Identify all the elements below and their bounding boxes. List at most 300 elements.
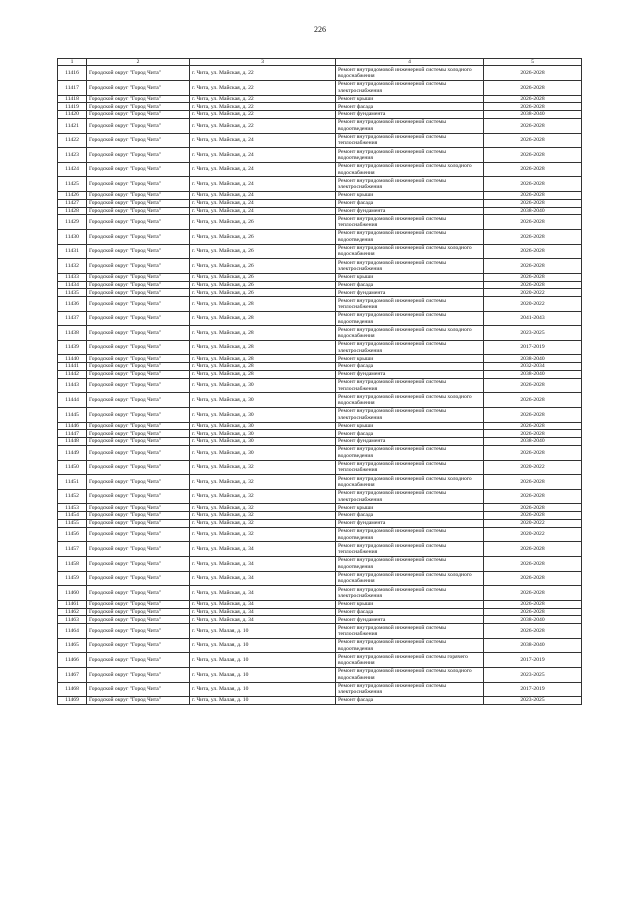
- row-id-cell: 11467: [58, 667, 87, 682]
- address-cell: г. Чита, ул. Майская, д. 22: [190, 66, 336, 81]
- address-cell: г. Чита, ул. Майская, д. 22: [190, 81, 336, 96]
- row-id-cell: 11430: [58, 229, 87, 244]
- table-row: [58, 289, 582, 297]
- work-type-cell: Ремонт фасада: [336, 363, 484, 371]
- period-cell: 2026-2028: [484, 162, 582, 177]
- municipality-cell: Городской округ "Город Чита": [87, 355, 190, 363]
- row-id-cell: 11449: [58, 446, 87, 461]
- work-type-cell: Ремонт фасада: [336, 430, 484, 438]
- column-number-header: 5: [484, 59, 582, 66]
- address-cell: г. Чита, ул. Майская, д. 26: [190, 244, 336, 259]
- address-cell: г. Чита, ул. Майская, д. 30: [190, 408, 336, 423]
- column-number-row: [58, 59, 582, 66]
- period-cell: 2026-2028: [484, 259, 582, 274]
- period-cell: 2026-2028: [484, 586, 582, 601]
- row-id-cell: 11426: [58, 191, 87, 199]
- row-id-cell: 11464: [58, 624, 87, 639]
- period-cell: 2026-2028: [484, 408, 582, 423]
- period-cell: 2026-2028: [484, 378, 582, 393]
- municipality-cell: Городской округ "Город Чита": [87, 520, 190, 528]
- period-cell: 2032-2034: [484, 363, 582, 371]
- period-cell: 2026-2028: [484, 512, 582, 520]
- row-id-cell: 11431: [58, 244, 87, 259]
- period-cell: 2023-2025: [484, 326, 582, 341]
- address-cell: г. Чита, ул. Майская, д. 24: [190, 177, 336, 192]
- row-id-cell: 11433: [58, 273, 87, 281]
- municipality-cell: Городской округ "Город Чита": [87, 393, 190, 408]
- work-type-cell: Ремонт фундамента: [336, 438, 484, 446]
- table-row: [58, 571, 582, 586]
- period-cell: 2020-2022: [484, 297, 582, 312]
- work-type-cell: Ремонт внутридомовой инженерной системы водоотведения: [336, 311, 484, 326]
- table-row: [58, 638, 582, 653]
- table-row: [58, 608, 582, 616]
- work-type-cell: Ремонт внутридомовой инженерной системы электроснабжения: [336, 259, 484, 274]
- period-cell: 2038-2040: [484, 207, 582, 215]
- column-number-header: 1: [58, 59, 87, 66]
- row-id-cell: 11432: [58, 259, 87, 274]
- table-row: [58, 177, 582, 192]
- period-cell: 2026-2028: [484, 281, 582, 289]
- table-row: [58, 199, 582, 207]
- municipality-cell: Городской округ "Город Чита": [87, 191, 190, 199]
- row-id-cell: 11436: [58, 297, 87, 312]
- municipality-cell: Городской округ "Город Чита": [87, 103, 190, 111]
- municipality-cell: Городской округ "Город Чита": [87, 289, 190, 297]
- municipality-cell: Городской округ "Город Чита": [87, 653, 190, 668]
- municipality-cell: Городской округ "Город Чита": [87, 281, 190, 289]
- work-type-cell: Ремонт фундамента: [336, 371, 484, 379]
- row-id-cell: 11424: [58, 162, 87, 177]
- table-row: [58, 363, 582, 371]
- work-type-cell: Ремонт крыши: [336, 273, 484, 281]
- row-id-cell: 11466: [58, 653, 87, 668]
- municipality-cell: Городской округ "Город Чита": [87, 95, 190, 103]
- row-id-cell: 11419: [58, 103, 87, 111]
- work-type-cell: Ремонт внутридомовой инженерной системы теплоснабжения: [336, 133, 484, 148]
- period-cell: 2026-2028: [484, 489, 582, 504]
- work-type-cell: Ремонт внутридомовой инженерной системы холодного водоснабжения: [336, 475, 484, 490]
- table-row: [58, 408, 582, 423]
- address-cell: г. Чита, ул. Майская, д. 24: [190, 148, 336, 163]
- address-cell: г. Чита, ул. Майская, д. 32: [190, 475, 336, 490]
- period-cell: 2026-2028: [484, 446, 582, 461]
- municipality-cell: Городской округ "Город Чита": [87, 340, 190, 355]
- municipality-cell: Городской округ "Город Чита": [87, 600, 190, 608]
- table-row: [58, 244, 582, 259]
- row-id-cell: 11420: [58, 111, 87, 119]
- period-cell: 2026-2028: [484, 430, 582, 438]
- table-row: [58, 66, 582, 81]
- municipality-cell: Городской округ "Город Чита": [87, 311, 190, 326]
- address-cell: г. Чита, ул. Майская, д. 28: [190, 340, 336, 355]
- work-type-cell: Ремонт крыши: [336, 191, 484, 199]
- table-row: [58, 207, 582, 215]
- row-id-cell: 11429: [58, 215, 87, 230]
- period-cell: 2026-2028: [484, 199, 582, 207]
- work-type-cell: Ремонт внутридомовой инженерной системы горячего водоснабжения: [336, 653, 484, 668]
- row-id-cell: 11437: [58, 311, 87, 326]
- address-cell: г. Чита, ул. Малая, д. 10: [190, 697, 336, 705]
- table-row: [58, 393, 582, 408]
- period-cell: 2026-2028: [484, 133, 582, 148]
- municipality-cell: Городской округ "Город Чита": [87, 118, 190, 133]
- work-type-cell: Ремонт фасада: [336, 199, 484, 207]
- row-id-cell: 11468: [58, 682, 87, 697]
- row-id-cell: 11444: [58, 393, 87, 408]
- table-row: [58, 504, 582, 512]
- table-row: [58, 371, 582, 379]
- row-id-cell: 11421: [58, 118, 87, 133]
- address-cell: г. Чита, ул. Майская, д. 26: [190, 281, 336, 289]
- period-cell: 2023-2025: [484, 667, 582, 682]
- row-id-cell: 11417: [58, 81, 87, 96]
- address-cell: г. Чита, ул. Майская, д. 28: [190, 326, 336, 341]
- municipality-cell: Городской округ "Город Чита": [87, 378, 190, 393]
- municipality-cell: Городской округ "Город Чита": [87, 446, 190, 461]
- address-cell: г. Чита, ул. Майская, д. 30: [190, 393, 336, 408]
- work-type-cell: Ремонт внутридомовой инженерной системы холодного водоснабжения: [336, 244, 484, 259]
- row-id-cell: 11460: [58, 586, 87, 601]
- row-id-cell: 11448: [58, 438, 87, 446]
- municipality-cell: Городской округ "Город Чита": [87, 682, 190, 697]
- municipality-cell: Городской округ "Город Чита": [87, 244, 190, 259]
- work-type-cell: Ремонт фасада: [336, 697, 484, 705]
- table-row: [58, 460, 582, 475]
- work-type-cell: Ремонт внутридомовой инженерной системы теплоснабжения: [336, 215, 484, 230]
- municipality-cell: Городской округ "Город Чита": [87, 297, 190, 312]
- municipality-cell: Городской округ "Город Чита": [87, 527, 190, 542]
- municipality-cell: Городской округ "Город Чита": [87, 504, 190, 512]
- row-id-cell: 11463: [58, 616, 87, 624]
- municipality-cell: Городской округ "Город Чита": [87, 475, 190, 490]
- work-type-cell: Ремонт фасада: [336, 103, 484, 111]
- work-type-cell: Ремонт крыши: [336, 422, 484, 430]
- municipality-cell: Городской округ "Город Чита": [87, 177, 190, 192]
- period-cell: 2026-2028: [484, 229, 582, 244]
- row-id-cell: 11452: [58, 489, 87, 504]
- address-cell: г. Чита, ул. Майская, д. 24: [190, 133, 336, 148]
- table-row: [58, 475, 582, 490]
- address-cell: г. Чита, ул. Малая, д. 10: [190, 624, 336, 639]
- address-cell: г. Чита, ул. Майская, д. 32: [190, 520, 336, 528]
- period-cell: 2026-2028: [484, 95, 582, 103]
- table-row: [58, 682, 582, 697]
- work-type-cell: Ремонт внутридомовой инженерной системы холодного водоснабжения: [336, 326, 484, 341]
- municipality-cell: Городской округ "Город Чита": [87, 162, 190, 177]
- work-type-cell: Ремонт внутридомовой инженерной системы электроснабжения: [336, 177, 484, 192]
- address-cell: г. Чита, ул. Майская, д. 24: [190, 199, 336, 207]
- municipality-cell: Городской округ "Город Чита": [87, 489, 190, 504]
- row-id-cell: 11453: [58, 504, 87, 512]
- municipality-cell: Городской округ "Город Чита": [87, 571, 190, 586]
- work-type-cell: Ремонт фундамента: [336, 207, 484, 215]
- address-cell: г. Чита, ул. Майская, д. 28: [190, 311, 336, 326]
- work-type-cell: Ремонт внутридомовой инженерной системы водоотведения: [336, 446, 484, 461]
- period-cell: 2026-2028: [484, 244, 582, 259]
- municipality-cell: Городской округ "Город Чита": [87, 408, 190, 423]
- period-cell: 2017-2019: [484, 653, 582, 668]
- municipality-cell: Городской округ "Город Чита": [87, 229, 190, 244]
- row-id-cell: 11439: [58, 340, 87, 355]
- row-id-cell: 11434: [58, 281, 87, 289]
- period-cell: 2026-2028: [484, 191, 582, 199]
- work-type-cell: Ремонт внутридомовой инженерной системы теплоснабжения: [336, 542, 484, 557]
- table-row: [58, 311, 582, 326]
- municipality-cell: Городской округ "Город Чита": [87, 460, 190, 475]
- work-type-cell: Ремонт внутридомовой инженерной системы электроснабжения: [336, 489, 484, 504]
- work-type-cell: Ремонт внутридомовой инженерной системы теплоснабжения: [336, 624, 484, 639]
- table-row: [58, 215, 582, 230]
- row-id-cell: 11445: [58, 408, 87, 423]
- address-cell: г. Чита, ул. Майская, д. 30: [190, 378, 336, 393]
- period-cell: 2026-2028: [484, 148, 582, 163]
- row-id-cell: 11418: [58, 95, 87, 103]
- table-row: [58, 520, 582, 528]
- period-cell: 2023-2025: [484, 697, 582, 705]
- period-cell: 2026-2028: [484, 118, 582, 133]
- municipality-cell: Городской округ "Город Чита": [87, 111, 190, 119]
- work-type-cell: Ремонт фундамента: [336, 520, 484, 528]
- municipality-cell: Городской округ "Город Чита": [87, 542, 190, 557]
- municipality-cell: Городской округ "Город Чита": [87, 273, 190, 281]
- address-cell: г. Чита, ул. Майская, д. 28: [190, 355, 336, 363]
- work-type-cell: Ремонт фасада: [336, 281, 484, 289]
- work-type-cell: Ремонт внутридомовой инженерной системы холодного водоснабжения: [336, 571, 484, 586]
- work-type-cell: Ремонт внутридомовой инженерной системы холодного водоснабжения: [336, 393, 484, 408]
- work-type-cell: Ремонт внутридомовой инженерной системы теплоснабжения: [336, 460, 484, 475]
- municipality-cell: Городской округ "Город Чита": [87, 697, 190, 705]
- work-type-cell: Ремонт фасада: [336, 512, 484, 520]
- address-cell: г. Чита, ул. Майская, д. 22: [190, 118, 336, 133]
- period-cell: 2026-2028: [484, 215, 582, 230]
- period-cell: 2038-2040: [484, 616, 582, 624]
- row-id-cell: 11450: [58, 460, 87, 475]
- work-type-cell: Ремонт фундамента: [336, 616, 484, 624]
- municipality-cell: Городской округ "Город Чита": [87, 81, 190, 96]
- table-row: [58, 133, 582, 148]
- address-cell: г. Чита, ул. Майская, д. 34: [190, 608, 336, 616]
- period-cell: 2026-2028: [484, 66, 582, 81]
- table-row: [58, 586, 582, 601]
- row-id-cell: 11416: [58, 66, 87, 81]
- municipality-cell: Городской округ "Город Чита": [87, 199, 190, 207]
- work-type-cell: Ремонт внутридомовой инженерной системы электроснабжения: [336, 408, 484, 423]
- row-id-cell: 11459: [58, 571, 87, 586]
- period-cell: 2026-2028: [484, 393, 582, 408]
- address-cell: г. Чита, ул. Майская, д. 28: [190, 297, 336, 312]
- table-row: [58, 326, 582, 341]
- work-type-cell: Ремонт внутридомовой инженерной системы холодного водоснабжения: [336, 66, 484, 81]
- row-id-cell: 11456: [58, 527, 87, 542]
- address-cell: г. Чита, ул. Майская, д. 24: [190, 191, 336, 199]
- period-cell: 2017-2019: [484, 682, 582, 697]
- address-cell: г. Чита, ул. Майская, д. 34: [190, 557, 336, 572]
- row-id-cell: 11422: [58, 133, 87, 148]
- row-id-cell: 11457: [58, 542, 87, 557]
- municipality-cell: Городской округ "Город Чита": [87, 207, 190, 215]
- row-id-cell: 11425: [58, 177, 87, 192]
- municipality-cell: Городской округ "Город Чита": [87, 438, 190, 446]
- table-row: [58, 616, 582, 624]
- period-cell: 2020-2022: [484, 520, 582, 528]
- work-type-cell: Ремонт внутридомовой инженерной системы электроснабжения: [336, 586, 484, 601]
- address-cell: г. Чита, ул. Малая, д. 10: [190, 638, 336, 653]
- period-cell: 2038-2040: [484, 438, 582, 446]
- table-row: [58, 430, 582, 438]
- address-cell: г. Чита, ул. Майская, д. 32: [190, 504, 336, 512]
- municipality-cell: Городской округ "Город Чита": [87, 638, 190, 653]
- address-cell: г. Чита, ул. Майская, д. 32: [190, 489, 336, 504]
- work-type-cell: Ремонт внутридомовой инженерной системы холодного водоснабжения: [336, 667, 484, 682]
- period-cell: 2020-2022: [484, 460, 582, 475]
- table-row: [58, 111, 582, 119]
- address-cell: г. Чита, ул. Майская, д. 32: [190, 460, 336, 475]
- column-number-header: 4: [336, 59, 484, 66]
- address-cell: г. Чита, ул. Майская, д. 30: [190, 430, 336, 438]
- address-cell: г. Чита, ул. Майская, д. 22: [190, 111, 336, 119]
- period-cell: 2026-2028: [484, 103, 582, 111]
- municipality-cell: Городской округ "Город Чита": [87, 512, 190, 520]
- period-cell: 2038-2040: [484, 371, 582, 379]
- table-row: [58, 191, 582, 199]
- address-cell: г. Чита, ул. Майская, д. 34: [190, 616, 336, 624]
- address-cell: г. Чита, ул. Майская, д. 26: [190, 215, 336, 230]
- address-cell: г. Чита, ул. Майская, д. 26: [190, 289, 336, 297]
- municipality-cell: Городской округ "Город Чита": [87, 148, 190, 163]
- municipality-cell: Городской округ "Город Чита": [87, 66, 190, 81]
- municipality-cell: Городской округ "Город Чита": [87, 624, 190, 639]
- address-cell: г. Чита, ул. Майская, д. 26: [190, 229, 336, 244]
- municipality-cell: Городской округ "Город Чита": [87, 667, 190, 682]
- period-cell: 2026-2028: [484, 557, 582, 572]
- work-type-cell: Ремонт внутридомовой инженерной системы водоотведения: [336, 118, 484, 133]
- work-type-cell: Ремонт внутридомовой инженерной системы водоотведения: [336, 148, 484, 163]
- work-type-cell: Ремонт внутридомовой инженерной системы водоотведения: [336, 638, 484, 653]
- table-row: [58, 422, 582, 430]
- table-row: [58, 118, 582, 133]
- municipality-cell: Городской округ "Город Чита": [87, 371, 190, 379]
- period-cell: 2020-2022: [484, 289, 582, 297]
- row-id-cell: 11442: [58, 371, 87, 379]
- table-row: [58, 378, 582, 393]
- table-row: [58, 624, 582, 639]
- municipality-cell: Городской округ "Город Чита": [87, 215, 190, 230]
- row-id-cell: 11428: [58, 207, 87, 215]
- table-row: [58, 103, 582, 111]
- table-row: [58, 259, 582, 274]
- address-cell: г. Чита, ул. Майская, д. 32: [190, 527, 336, 542]
- work-type-cell: Ремонт фундамента: [336, 111, 484, 119]
- work-type-cell: Ремонт крыши: [336, 355, 484, 363]
- address-cell: г. Чита, ул. Майская, д. 32: [190, 512, 336, 520]
- table-row: [58, 512, 582, 520]
- table-row: [58, 229, 582, 244]
- table-row: [58, 297, 582, 312]
- municipality-cell: Городской округ "Город Чита": [87, 608, 190, 616]
- period-cell: 2026-2028: [484, 608, 582, 616]
- row-id-cell: 11458: [58, 557, 87, 572]
- table-row: [58, 600, 582, 608]
- period-cell: 2026-2028: [484, 504, 582, 512]
- address-cell: г. Чита, ул. Майская, д. 22: [190, 103, 336, 111]
- period-cell: 2026-2028: [484, 177, 582, 192]
- row-id-cell: 11461: [58, 600, 87, 608]
- municipality-cell: Городской округ "Город Чита": [87, 422, 190, 430]
- municipality-cell: Городской округ "Город Чита": [87, 557, 190, 572]
- column-number-header: 3: [190, 59, 336, 66]
- row-id-cell: 11438: [58, 326, 87, 341]
- address-cell: г. Чита, ул. Майская, д. 22: [190, 95, 336, 103]
- work-type-cell: Ремонт внутридомовой инженерной системы водоотведения: [336, 527, 484, 542]
- address-cell: г. Чита, ул. Майская, д. 24: [190, 162, 336, 177]
- table-row: [58, 355, 582, 363]
- address-cell: г. Чита, ул. Майская, д. 26: [190, 259, 336, 274]
- work-type-cell: Ремонт фасада: [336, 608, 484, 616]
- municipality-cell: Городской округ "Город Чита": [87, 430, 190, 438]
- row-id-cell: 11427: [58, 199, 87, 207]
- period-cell: 2041-2043: [484, 311, 582, 326]
- table-row: [58, 281, 582, 289]
- address-cell: г. Чита, ул. Малая, д. 10: [190, 667, 336, 682]
- address-cell: г. Чита, ул. Майская, д. 34: [190, 600, 336, 608]
- period-cell: 2026-2028: [484, 422, 582, 430]
- period-cell: 2026-2028: [484, 542, 582, 557]
- work-type-cell: Ремонт внутридомовой инженерной системы водоотведения: [336, 229, 484, 244]
- work-type-cell: Ремонт внутридомовой инженерной системы холодного водоснабжения: [336, 162, 484, 177]
- municipality-cell: Городской округ "Город Чита": [87, 133, 190, 148]
- work-type-cell: Ремонт внутридомовой инженерной системы электроснабжения: [336, 81, 484, 96]
- row-id-cell: 11465: [58, 638, 87, 653]
- row-id-cell: 11435: [58, 289, 87, 297]
- row-id-cell: 11455: [58, 520, 87, 528]
- page-number: 226: [314, 25, 326, 34]
- row-id-cell: 11462: [58, 608, 87, 616]
- table-row: [58, 489, 582, 504]
- municipality-cell: Городской округ "Город Чита": [87, 326, 190, 341]
- address-cell: г. Чита, ул. Майская, д. 28: [190, 363, 336, 371]
- work-type-cell: Ремонт внутридомовой инженерной системы водоотведения: [336, 557, 484, 572]
- municipality-cell: Городской округ "Город Чита": [87, 259, 190, 274]
- row-id-cell: 11454: [58, 512, 87, 520]
- work-type-cell: Ремонт крыши: [336, 504, 484, 512]
- address-cell: г. Чита, ул. Майская, д. 24: [190, 207, 336, 215]
- municipality-cell: Городской округ "Город Чита": [87, 363, 190, 371]
- work-type-cell: Ремонт фундамента: [336, 289, 484, 297]
- period-cell: 2026-2028: [484, 571, 582, 586]
- period-cell: 2038-2040: [484, 638, 582, 653]
- table-row: [58, 557, 582, 572]
- table-row: [58, 81, 582, 96]
- table-row: [58, 340, 582, 355]
- address-cell: г. Чита, ул. Майская, д. 26: [190, 273, 336, 281]
- table-row: [58, 527, 582, 542]
- address-cell: г. Чита, ул. Майская, д. 30: [190, 446, 336, 461]
- row-id-cell: 11469: [58, 697, 87, 705]
- period-cell: 2026-2028: [484, 81, 582, 96]
- table-row: [58, 446, 582, 461]
- row-id-cell: 11447: [58, 430, 87, 438]
- work-type-cell: Ремонт внутридомовой инженерной системы теплоснабжения: [336, 297, 484, 312]
- row-id-cell: 11451: [58, 475, 87, 490]
- table-row: [58, 653, 582, 668]
- table-row: [58, 697, 582, 705]
- address-cell: г. Чита, ул. Майская, д. 34: [190, 571, 336, 586]
- table-body: [58, 66, 582, 705]
- work-type-cell: Ремонт внутридомовой инженерной системы электроснабжения: [336, 340, 484, 355]
- work-type-cell: Ремонт крыши: [336, 600, 484, 608]
- address-cell: г. Чита, ул. Майская, д. 34: [190, 542, 336, 557]
